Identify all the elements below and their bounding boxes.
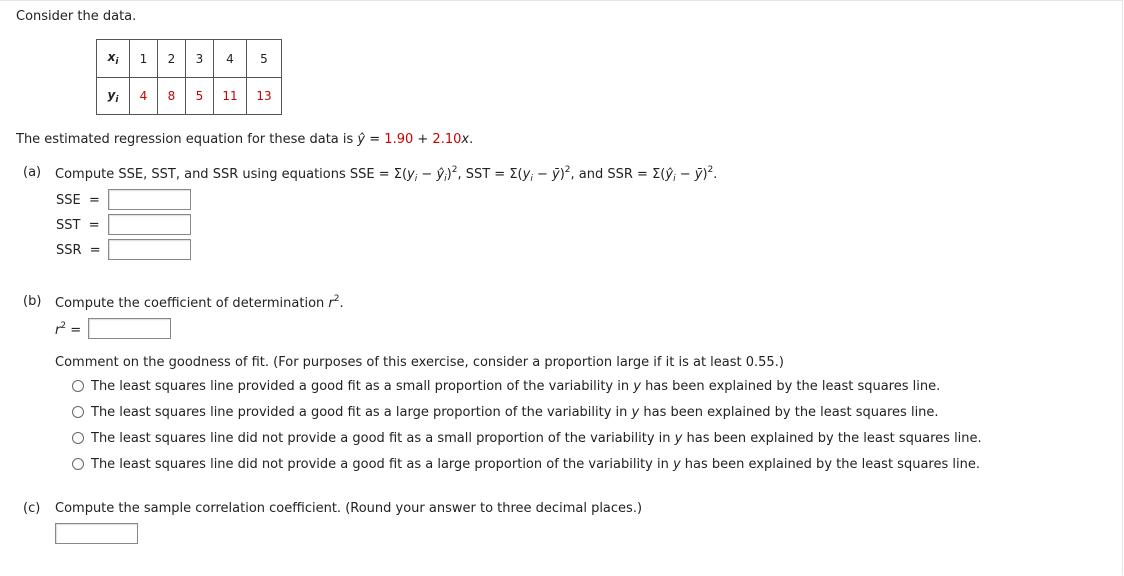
x-var: x <box>461 132 470 147</box>
correlation-input[interactable] <box>55 523 138 544</box>
part-a-text: Compute SSE, SST, and SSR using equations SSE = $\Sigma(y_i$ − $ŷ_i)^2$, SST = $\Sigma(y_i$ − ȳ)$^2$, and SSR = $\Sigma(ŷ_i$ − ȳ)$^2$. <box>55 165 718 184</box>
table-row-x <box>97 40 282 78</box>
x-header: $x_i$ <box>97 40 130 78</box>
part-b-instruction: Compute the coefficient of determination <box>55 296 329 311</box>
equals-sign: = <box>365 132 385 147</box>
option-2-label[interactable]: The least squares line provided a good fit as a large proportion of the variability in y has been explained by the least squares line. <box>91 405 939 420</box>
sst-label: SST = <box>56 218 100 233</box>
table-cell: 3 <box>186 40 214 78</box>
part-a-label: (a) <box>23 165 42 180</box>
part-a-instruction: Compute SSE, SST, and SSR using equations SSE = Σ( <box>55 167 408 182</box>
table-cell: 13 <box>247 78 282 115</box>
plus-sign: + <box>413 132 433 147</box>
sst-input[interactable] <box>108 214 191 235</box>
comment-text: Comment on the goodness of fit. (For purposes of this exercise, consider a proportion large if it is at least 0.55.) <box>55 355 784 370</box>
intercept-value: 1.90 <box>384 132 414 147</box>
slope-value: 2.10 <box>432 132 462 147</box>
table-cell: 11 <box>214 78 247 115</box>
table-cell: 2 <box>158 40 186 78</box>
data-table <box>96 39 282 115</box>
radio-option-2[interactable] <box>72 406 84 418</box>
regression-equation <box>16 132 473 147</box>
table-cell: 5 <box>247 40 282 78</box>
table-cell: 4 <box>130 78 158 115</box>
option-1-label[interactable]: The least squares line provided a good fit as a small proportion of the variability in y has been explained by the least squares line. <box>91 379 941 394</box>
part-c-label: (c) <box>23 501 41 516</box>
period: . <box>469 132 474 147</box>
part-b-label: (b) <box>23 294 42 309</box>
option-3-label[interactable]: The least squares line did not provide a good fit as a small proportion of the variability in y has been explained by the least squares line. <box>91 431 982 446</box>
yhat-symbol: ŷ <box>357 132 366 147</box>
ssr-label: SSR = <box>56 243 101 258</box>
table-cell: 4 <box>214 40 247 78</box>
regression-prefix: The estimated regression equation for these data is <box>16 132 358 147</box>
intro-text: Consider the data. <box>16 9 137 24</box>
r2-input[interactable] <box>88 318 171 339</box>
y-header: $y_i$ <box>97 78 130 115</box>
part-b-text: Compute the coefficient of determination $r^2$. <box>55 294 344 311</box>
radio-option-1[interactable] <box>72 380 84 392</box>
radio-option-4[interactable] <box>72 458 84 470</box>
table-cell: 8 <box>158 78 186 115</box>
table-row-y <box>97 78 282 115</box>
part-c-text: Compute the sample correlation coefficient. (Round your answer to three decimal places.) <box>55 501 643 516</box>
sse-input[interactable] <box>108 189 191 210</box>
sse-label: SSE = <box>56 193 100 208</box>
table-cell: 1 <box>130 40 158 78</box>
r2-label: $r^2$ = <box>55 321 82 338</box>
table-cell: 5 <box>186 78 214 115</box>
radio-option-3[interactable] <box>72 432 84 444</box>
option-4-label[interactable]: The least squares line did not provide a good fit as a large proportion of the variability in y has been explained by the least squares line. <box>91 457 980 472</box>
ssr-input[interactable] <box>108 239 191 260</box>
